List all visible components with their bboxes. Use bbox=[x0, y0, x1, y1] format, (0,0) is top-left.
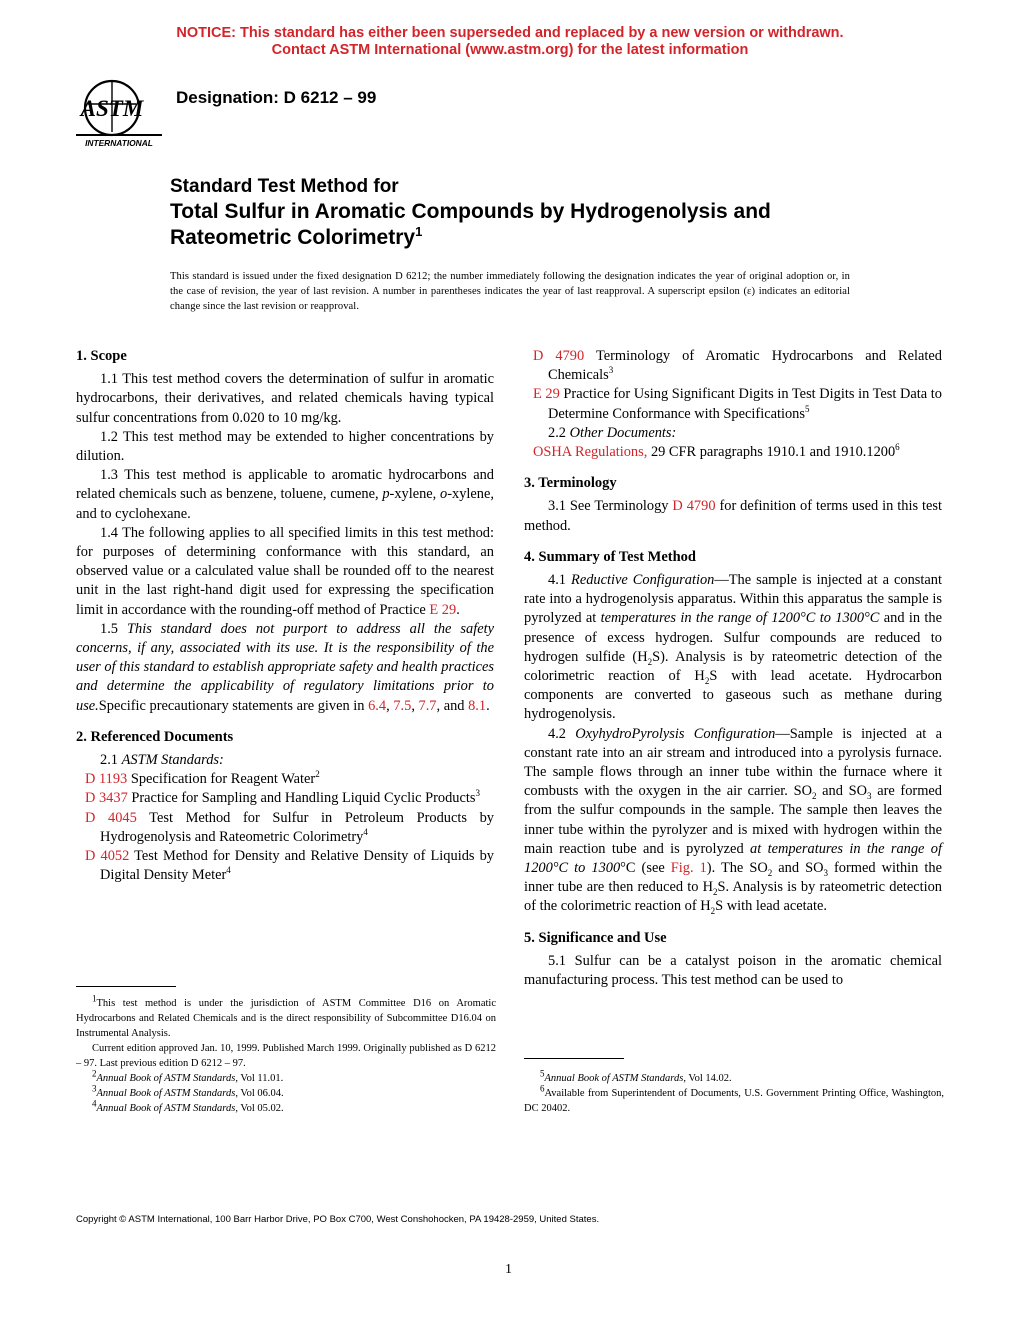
notice-line-2: Contact ASTM International (www.astm.org) for the latest information bbox=[271, 42, 749, 58]
footnote-2: $^2$Annual Book of ASTM Standards, Vol 11.01. bbox=[92, 1068, 284, 1084]
link-e29-ref[interactable]: E 29 bbox=[533, 386, 560, 403]
ref-osha: OSHA Regulations, 29 CFR paragraphs 1910.1 and 1910.1200$^6$ bbox=[533, 442, 900, 461]
ref-d1193: D 1193 Specification for Reagent Water$^2$ bbox=[85, 769, 320, 788]
section-heading-referenced: 2. Referenced Documents bbox=[76, 728, 234, 745]
link-6-4[interactable]: 6.4 bbox=[368, 697, 387, 714]
footnote-1b: Current edition approved Jan. 10, 1999. Published March 1999. Originally published as D 6212 – 97. Last previous edition D 6212 – 97. bbox=[76, 1043, 496, 1069]
copyright-line: Copyright © ASTM International, 100 Barr Harbor Drive, PO Box C700, West Conshohocken, PA 19428-2959, United States. bbox=[76, 1214, 600, 1225]
left-column bbox=[76, 347, 494, 885]
para-1-2: 1.2 This test method may be extended to higher concentrations by dilution. bbox=[76, 428, 494, 465]
footnote-3: $^3$Annual Book of ASTM Standards, Vol 06.04. bbox=[92, 1083, 284, 1099]
section-heading-summary: 4. Summary of Test Method bbox=[524, 548, 696, 565]
notice-banner bbox=[0, 25, 1020, 59]
title-footnote-mark: 1 bbox=[415, 224, 423, 239]
footnote-1: $^1$This test method is under the jurisdiction of ASTM Committee D16 on Aromatic Hydrocarbons and Related Chemicals and is the direct responsibility of Subcommittee D16.04 on Instrumental Analysis. bbox=[76, 993, 496, 1039]
page-number: 1 bbox=[505, 1262, 512, 1277]
ref-d4045: D 4045 Test Method for Sulfur in Petroleum Products by Hydrogenolysis and Rateometric Colorimetry$^4$ bbox=[85, 809, 494, 845]
footnote-rule-left bbox=[76, 986, 176, 987]
ref-d4790: D 4790 Terminology of Aromatic Hydrocarbons and Related Chemicals$^3$ bbox=[533, 348, 942, 384]
link-d4045[interactable]: D 4045 bbox=[85, 809, 137, 826]
intro-paragraph: This standard is issued under the fixed designation D 6212; the number immediately following the designation indicates the year of original adoption or, in the case of revision, the year of last revision. A number in parentheses indicates the year of last reapproval. A superscript epsilon (ε) indicates an editorial change since the last revision or reapproval. bbox=[170, 271, 850, 312]
title-line-3: Rateometric Colorimetry$^1$ bbox=[170, 224, 423, 249]
link-d4052[interactable]: D 4052 bbox=[85, 848, 130, 865]
ref-d4052: D 4052 Test Method for Density and Relative Density of Liquids by Digital Density Meter$^4$ bbox=[85, 848, 494, 884]
ref-d3437: D 3437 Practice for Sampling and Handling Liquid Cyclic Products$^3$ bbox=[85, 788, 480, 807]
right-column bbox=[524, 347, 942, 990]
para-1-1: 1.1 This test method covers the determination of sulfur in aromatic hydrocarbons, their derivatives, and related chemicals having typical sulfur concentrations from 0.020 to 10 mg/kg. bbox=[76, 371, 494, 426]
section-heading-significance: 5. Significance and Use bbox=[524, 929, 667, 946]
link-e29[interactable]: E 29 bbox=[429, 601, 457, 618]
footnote-6: $^6$Available from Superintendent of Documents, U.S. Government Printing Office, Washington, DC 20402. bbox=[524, 1083, 944, 1114]
para-1-5: 1.5 This standard does not purport to address all the safety concerns, if any, associated with its use. It is the responsibility of the user of this standard to establish appropriate safety and health practices and determine the applicability of regulatory limitations prior to use.Specific precautionary statements are given in 6.4, 7.5, 7.7, and 8.1. bbox=[76, 620, 494, 714]
para-4-2: 4.2 OxyhydroPyrolysis Configuration—Sample is injected at a constant rate into an air stream and introduced into a pyrolysis furnace. The sample flows through an inner tube within the furnace where it combusts with the oxygen in the air carrier. $SO_2$ and $SO_3$ are formed from the sulfur compounds in the sample. The sample then leaves the inner tube within the pyrolyzer and is mixed with hydrogen within the main reaction tube and is pyrolyzed at temperatures in the range of 1200°C to 1300°C (see Fig. 1). The $SO_2$ and $SO_3$ formed within the inner tube are then reduced to $H_2S$. Analysis is by rateometric detection of the colorimetric reaction of $H_2S$ with lead acetate. bbox=[524, 725, 942, 917]
astm-logo bbox=[72, 76, 164, 150]
para-2-2: 2.2 Other Documents: bbox=[548, 424, 677, 441]
footnote-rule-right bbox=[524, 1058, 624, 1059]
ref-e29: E 29 Practice for Using Significant Digits in Test Digits in Test Data to Determine Conformance with Specifications$^5$ bbox=[533, 386, 942, 422]
link-d4790[interactable]: D 4790 bbox=[533, 348, 585, 364]
designation: Designation: D 6212 – 99 bbox=[176, 88, 377, 107]
footnotes-right bbox=[524, 1068, 944, 1116]
title-line-1: Standard Test Method for bbox=[170, 176, 399, 197]
notice-line-1: NOTICE: This standard has either been superseded and replaced by a new version or withdrawn. bbox=[176, 25, 844, 41]
link-8-1[interactable]: 8.1 bbox=[468, 697, 487, 714]
para-1-4: 1.4 The following applies to all specified limits in this test method: for purposes of determining conformance with this standard, an observed value or a calculated value shall be rounded off to the nearest unit in the last right-hand digit used for expressing the specification limit in accordance with the rounding-off method of Practice E 29. bbox=[76, 524, 494, 618]
document-title bbox=[170, 175, 930, 251]
link-d1193[interactable]: D 1193 bbox=[85, 771, 128, 788]
link-d4790-term[interactable]: D 4790 bbox=[672, 498, 716, 515]
title-line-2: Total Sulfur in Aromatic Compounds by Hydrogenolysis and bbox=[170, 200, 771, 223]
link-fig-1[interactable]: Fig. 1 bbox=[670, 860, 707, 877]
link-7-5[interactable]: 7.5 bbox=[393, 697, 412, 714]
footnote-5: $^5$Annual Book of ASTM Standards, Vol 14.02. bbox=[540, 1068, 732, 1084]
svg-text:ASTM: ASTM bbox=[80, 96, 144, 121]
footnote-4: $^4$Annual Book of ASTM Standards, Vol 05.02. bbox=[92, 1098, 284, 1114]
para-3-1: 3.1 See Terminology D 4790 for definition of terms used in this test method. bbox=[524, 498, 942, 534]
link-osha[interactable]: OSHA Regulations, bbox=[533, 444, 648, 461]
footnotes-left bbox=[76, 993, 496, 1116]
para-2-1: 2.1 ASTM Standards: bbox=[100, 752, 224, 769]
section-heading-terminology: 3. Terminology bbox=[524, 475, 617, 492]
link-7-7[interactable]: 7.7 bbox=[418, 697, 437, 714]
link-d3437[interactable]: D 3437 bbox=[85, 790, 128, 807]
section-heading-scope: 1. Scope bbox=[76, 348, 127, 364]
para-5-1: 5.1 Sulfur can be a catalyst poison in the aromatic chemical manufacturing process. This test method can be used to bbox=[524, 952, 942, 989]
para-1-3: 1.3 This test method is applicable to aromatic hydrocarbons and related chemicals such as benzene, toluene, cumene, p-xylene, o-xylene, and to cyclohexane. bbox=[76, 467, 494, 522]
para-4-1: 4.1 Reductive Configuration—The sample is injected at a constant rate into a hydrogenolysis apparatus. Within this apparatus the sample is pyrolyzed at temperatures in the range of 1200°C to 1300°C and in the presence of excess hydrogen. Sulfur compounds are reduced to hydrogen sulfide $(H_2S)$. Analysis is by rateometric detection of the colorimetric reaction of $H_2S$ with lead acetate. Hydrocarbon components are converted to gaseous such as methane during hydrogenolysis. bbox=[524, 572, 942, 723]
svg-text:INTERNATIONAL: INTERNATIONAL bbox=[85, 138, 153, 148]
